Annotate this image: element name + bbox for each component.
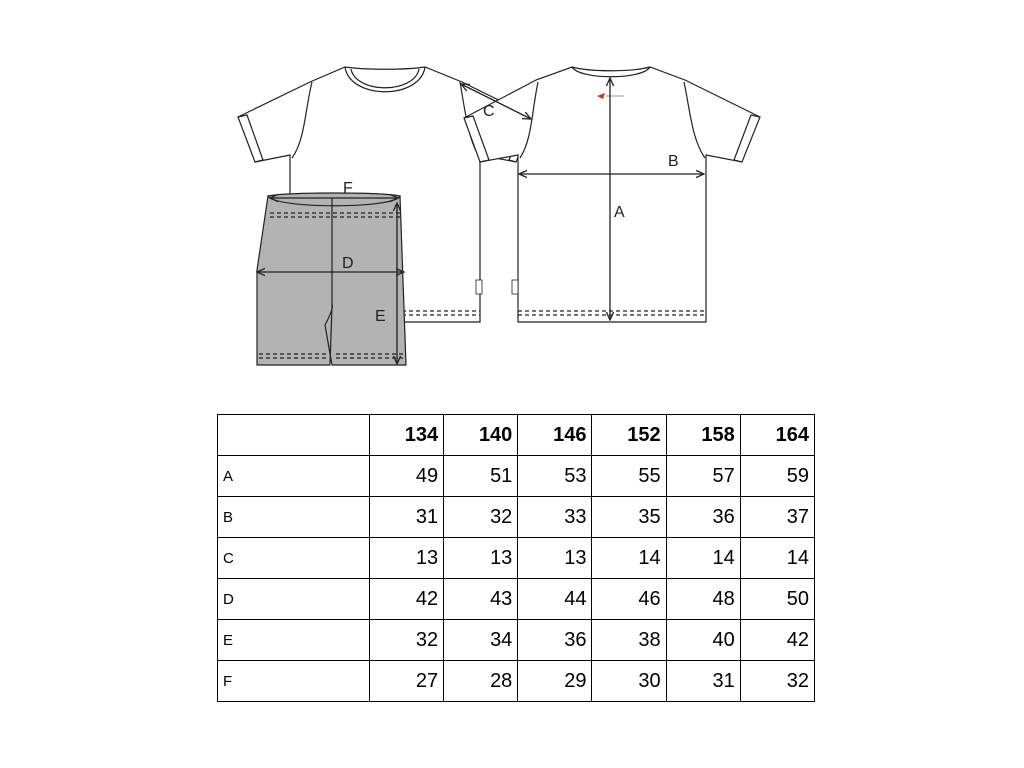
table-cell: 51 bbox=[444, 456, 518, 497]
table-cell: 48 bbox=[666, 579, 740, 620]
table-cell: 35 bbox=[592, 497, 666, 538]
label-f: F bbox=[343, 180, 353, 197]
table-row bbox=[218, 497, 815, 538]
table-cell: 57 bbox=[666, 456, 740, 497]
label-b: B bbox=[668, 153, 679, 170]
size-header: 158 bbox=[666, 415, 740, 456]
table-corner-cell bbox=[218, 415, 370, 456]
table-cell: 31 bbox=[666, 661, 740, 702]
table-cell: 14 bbox=[740, 538, 814, 579]
table-cell: 13 bbox=[518, 538, 592, 579]
table-row bbox=[218, 620, 815, 661]
table-cell: 14 bbox=[592, 538, 666, 579]
table-cell: 14 bbox=[666, 538, 740, 579]
table-row bbox=[218, 456, 815, 497]
table-cell: 31 bbox=[370, 497, 444, 538]
table-row bbox=[218, 661, 815, 702]
table-cell: 37 bbox=[740, 497, 814, 538]
size-header: 164 bbox=[740, 415, 814, 456]
table-cell: 34 bbox=[444, 620, 518, 661]
row-label: E bbox=[218, 620, 370, 661]
table-cell: 46 bbox=[592, 579, 666, 620]
label-d: D bbox=[342, 255, 354, 272]
size-header: 152 bbox=[592, 415, 666, 456]
table-cell: 13 bbox=[444, 538, 518, 579]
table-cell: 28 bbox=[444, 661, 518, 702]
table-cell: 30 bbox=[592, 661, 666, 702]
row-label: F bbox=[218, 661, 370, 702]
table-cell: 27 bbox=[370, 661, 444, 702]
size-header: 134 bbox=[370, 415, 444, 456]
table-row bbox=[218, 538, 815, 579]
table-cell: 36 bbox=[518, 620, 592, 661]
table-cell: 32 bbox=[444, 497, 518, 538]
label-e: E bbox=[375, 308, 386, 325]
table-cell: 32 bbox=[740, 661, 814, 702]
size-header-row bbox=[218, 415, 815, 456]
table-cell: 55 bbox=[592, 456, 666, 497]
row-label: A bbox=[218, 456, 370, 497]
size-table bbox=[217, 414, 815, 702]
table-cell: 44 bbox=[518, 579, 592, 620]
label-a: A bbox=[614, 204, 625, 221]
table-cell: 33 bbox=[518, 497, 592, 538]
table-cell: 49 bbox=[370, 456, 444, 497]
table-cell: 42 bbox=[740, 620, 814, 661]
table-cell: 13 bbox=[370, 538, 444, 579]
table-cell: 59 bbox=[740, 456, 814, 497]
shorts bbox=[257, 193, 406, 365]
label-c: C bbox=[483, 103, 495, 120]
tshirt-back bbox=[464, 67, 760, 322]
table-cell: 38 bbox=[592, 620, 666, 661]
table-cell: 53 bbox=[518, 456, 592, 497]
table-row bbox=[218, 579, 815, 620]
table-cell: 43 bbox=[444, 579, 518, 620]
table-cell: 40 bbox=[666, 620, 740, 661]
table-cell: 32 bbox=[370, 620, 444, 661]
row-label: B bbox=[218, 497, 370, 538]
table-cell: 42 bbox=[370, 579, 444, 620]
row-label: D bbox=[218, 579, 370, 620]
table-cell: 50 bbox=[740, 579, 814, 620]
size-header: 140 bbox=[444, 415, 518, 456]
table-cell: 36 bbox=[666, 497, 740, 538]
table-cell: 29 bbox=[518, 661, 592, 702]
row-label: C bbox=[218, 538, 370, 579]
size-header: 146 bbox=[518, 415, 592, 456]
